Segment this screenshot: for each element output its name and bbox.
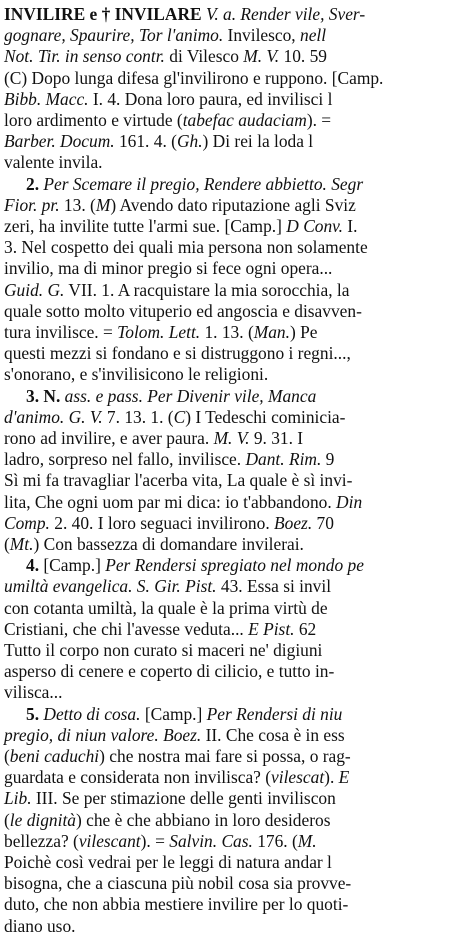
text-segment: invilio, ma di minor pregio si fece ogni opera... (4, 258, 333, 279)
text-segment: tura invilisce. = (4, 322, 118, 342)
text-line (0, 873, 463, 894)
italic-segment: beni caduchi (9, 746, 100, 766)
text-line (0, 216, 463, 237)
text-line (0, 640, 463, 661)
text-line (0, 725, 463, 746)
text-line (0, 68, 463, 89)
text-segment: 7. 13. 1. ( (102, 406, 174, 427)
text-line (0, 767, 463, 788)
text-line (0, 576, 463, 597)
text-line (0, 131, 463, 152)
text-line (0, 555, 463, 576)
text-line (0, 428, 463, 449)
text-line (0, 682, 463, 703)
text-segment: 2. 40. I loro seguaci invilirono. (49, 512, 275, 533)
text-segment: [Camp.] (43, 555, 106, 576)
text-segment: 3. Nel cospetto dei quali mia persona non solamente (4, 237, 368, 258)
italic-segment: pregio, di niun valore. Boez. (4, 724, 202, 745)
text-segment: rono ad invilire, e aver paura. (4, 428, 214, 448)
text-line (0, 831, 463, 852)
text-line (0, 852, 463, 873)
text-line (0, 810, 463, 831)
italic-segment: Fior. pr. (4, 194, 60, 215)
text-segment: ) Di rei la loda l (202, 131, 314, 152)
text-segment: valente invila. (4, 152, 103, 173)
text-line (0, 89, 463, 110)
italic-segment: Per Rendersi di niu (206, 703, 343, 724)
text-segment: ) Con bassezza di domandare invilerai. (33, 534, 304, 554)
text-segment: ) che è che abbiano in loro desideros (75, 809, 331, 830)
text-segment: Invilesco, (223, 25, 300, 46)
text-segment: s'onorano, e s'invilisicono le religioni. (4, 364, 269, 385)
italic-segment: M. (297, 830, 317, 851)
text-segment: con cotanta umiltà, la quale è la prima virtù de (4, 597, 328, 618)
text-segment: vilisca... (4, 682, 63, 703)
text-segment: 176. ( (252, 830, 298, 851)
text-segment: ( (4, 809, 10, 830)
italic-segment: Mt. (9, 534, 34, 554)
text-segment: Tutto il corpo non curato si maceri ne' digiuni (4, 640, 323, 660)
text-line (0, 280, 463, 301)
text-segment: lita, Che ogni uom par mi dica: io t'abbandono. (4, 491, 337, 512)
italic-segment: Barber. Docum. (4, 131, 115, 152)
text-segment: III. Se per stimazione delle genti inviliscon (31, 788, 336, 809)
text-segment: guardata e considerata non invilisca? ( (4, 767, 272, 788)
italic-segment: Tolom. Lett. (117, 322, 201, 342)
text-line (0, 258, 463, 279)
text-line (0, 619, 463, 640)
italic-segment: le dignità (9, 809, 76, 830)
text-line (0, 513, 463, 534)
text-line (0, 470, 463, 491)
text-segment: VII. 1. A racquistare la mia sorocchia, la (64, 279, 350, 300)
text-line (0, 4, 463, 25)
headword-segment: 3. N. (26, 385, 65, 406)
text-segment: [Camp.] (140, 703, 207, 724)
text-line (0, 894, 463, 915)
italic-segment: Dant. Rim. (245, 449, 322, 470)
text-line (0, 46, 463, 67)
text-segment: 70 (312, 512, 334, 533)
italic-segment: D Conv. (286, 216, 343, 236)
text-line (0, 152, 463, 173)
text-segment: ( (4, 534, 10, 554)
italic-segment: M. V. (243, 46, 280, 67)
text-segment: ). = (306, 110, 332, 130)
text-line (0, 449, 463, 470)
text-segment: 13. ( (59, 194, 96, 215)
italic-segment: M. V. (213, 428, 250, 448)
text-segment: 161. 4. ( (114, 131, 177, 152)
text-segment: II. Che cosa è in ess (201, 724, 345, 745)
text-segment: loro ardimento e virtude ( (4, 110, 183, 130)
text-line (0, 661, 463, 682)
italic-segment: Din (336, 491, 363, 512)
text-line (0, 788, 463, 809)
text-segment: bisogna, che a ciascuna più nobil cosa sia provve- (4, 873, 352, 894)
text-line (0, 322, 463, 343)
text-segment: quale sotto molto vituperio ed angoscia e disavven- (4, 300, 362, 321)
text-line (0, 301, 463, 322)
text-line (0, 746, 463, 767)
text-segment: Cristiani, che chi l'avesse veduta... (4, 618, 249, 639)
text-line (0, 110, 463, 131)
text-segment: diano uso. (4, 915, 76, 936)
italic-segment: C (173, 406, 186, 427)
text-segment: zeri, ha invilite tutte l'armi sue. [Camp.] (4, 216, 287, 236)
text-segment: di Vilesco (164, 46, 244, 67)
text-segment: 43. Essa si invil (216, 576, 332, 597)
italic-segment: Per Scemare il pregio, Rendere abbietto. Segr (43, 173, 364, 194)
italic-segment: Per Rendersi spregiato nel mondo pe (105, 555, 364, 576)
text-segment: ). (324, 767, 339, 788)
text-line (0, 25, 463, 46)
italic-segment: umiltà evangelica. S. Gir. Pist. (4, 576, 217, 597)
text-segment: Sì mi fa travagliar l'acerba vita, La quale è sì invi- (4, 470, 353, 491)
text-line (0, 916, 463, 937)
italic-segment: vilescant (78, 830, 141, 851)
text-segment: 9. 31. I (249, 428, 304, 448)
text-segment: ladro, sorpreso nel fallo, invilisce. (4, 449, 246, 470)
italic-segment: E (338, 767, 350, 788)
text-segment: I. 4. Dona loro paura, ed invilisci l (88, 88, 333, 109)
text-segment: 1. 13. ( (200, 322, 254, 342)
text-segment: 62 (294, 618, 317, 639)
italic-segment: vilescat (271, 767, 325, 788)
text-segment: duto, che non abbia mestiere invilire per lo quoti- (4, 894, 349, 915)
italic-segment: Salvin. Cas. (169, 830, 253, 851)
italic-segment: ass. e pass. Per Divenir vile, Manca (64, 385, 317, 406)
text-segment: ). = (140, 830, 170, 851)
text-line (0, 237, 463, 258)
text-segment: (C) Dopo lunga difesa gl'invilirono e ruppono. [Camp. (4, 67, 384, 88)
italic-segment: Boez. (274, 512, 313, 533)
italic-segment: E Pist. (248, 618, 295, 639)
italic-segment: M (95, 194, 111, 215)
italic-segment: gognare, Spaurire, Tor l'animo. (4, 25, 224, 46)
italic-segment: tabefac audaciam (182, 110, 307, 130)
text-line (0, 174, 463, 195)
italic-segment: Guid. G. (4, 279, 65, 300)
text-segment: 10. 59 (279, 46, 327, 67)
italic-segment: Bibb. Macc. (4, 88, 89, 109)
italic-segment: Lib. (4, 788, 32, 809)
text-segment: asperso di cenere e coperto di cilicio, e tutto in- (4, 661, 335, 682)
text-line (0, 407, 463, 428)
text-line (0, 343, 463, 364)
text-segment: bellezza? ( (4, 830, 79, 851)
headword-segment: 4. (26, 555, 44, 576)
italic-segment: d'animo. G. V. (4, 406, 103, 427)
italic-segment: V. a. Render vile, Sver- (205, 4, 366, 24)
text-segment: 9 (321, 449, 335, 470)
italic-segment: Man. (253, 322, 290, 342)
text-line (0, 492, 463, 513)
italic-segment: Not. Tir. in senso contr. (4, 46, 165, 67)
headword-segment: INVILIRE e † INVILARE (4, 4, 206, 24)
text-segment: I. (342, 216, 358, 236)
text-segment: Poichè così vedrai per le leggi di natura andar l (4, 852, 332, 872)
text-line (0, 534, 463, 555)
text-line (0, 364, 463, 385)
italic-segment: Comp. (4, 512, 50, 533)
italic-segment: nell (300, 25, 327, 46)
text-segment: ) Pe (289, 322, 318, 342)
italic-segment: Gh. (176, 131, 203, 152)
text-segment: ) I Tedeschi cominicia- (185, 406, 346, 427)
text-segment: ( (4, 746, 10, 766)
text-line (0, 386, 463, 407)
text-segment: ) Avendo dato riputazione agli Sviz (110, 194, 356, 215)
text-line (0, 195, 463, 216)
headword-segment: 2. (26, 173, 44, 194)
text-segment: ) che nostra mai fare si possa, o rag- (99, 746, 351, 766)
italic-segment: Detto di cosa. (43, 703, 141, 724)
text-line (0, 598, 463, 619)
headword-segment: 5. (26, 703, 44, 724)
text-segment: questi mezzi si fondano e si distruggono i regni..., (4, 343, 351, 364)
text-line (0, 704, 463, 725)
